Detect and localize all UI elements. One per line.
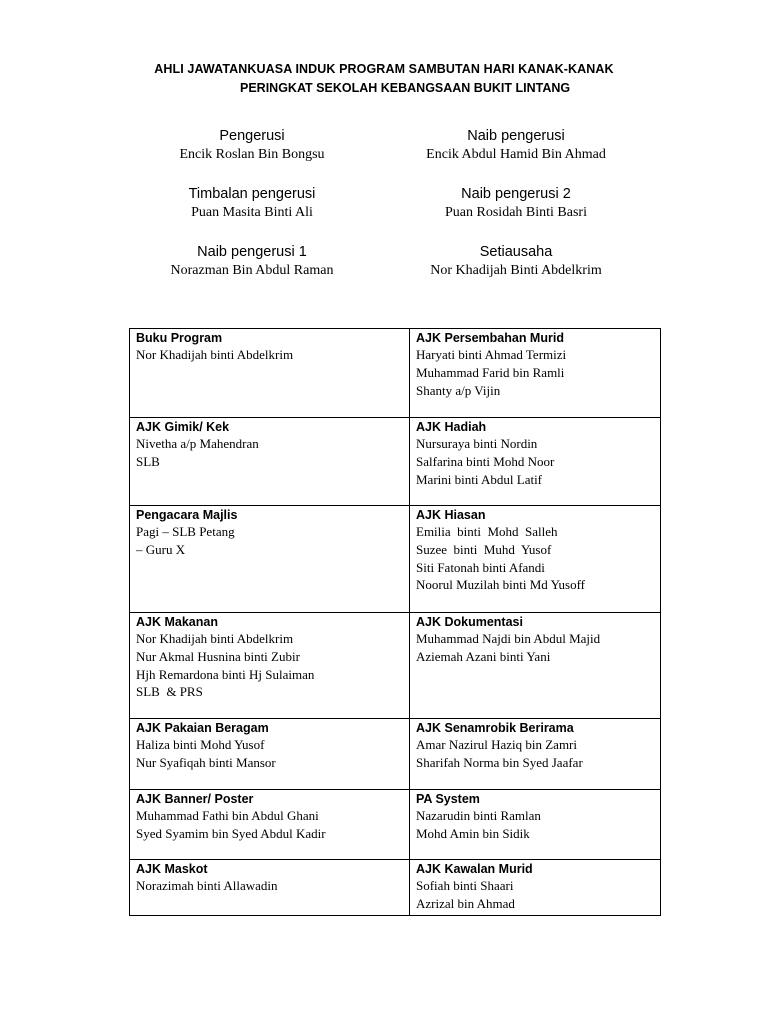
committee-member: Sofiah binti Shaari xyxy=(416,878,514,893)
officer-naib-pengerusi-1 xyxy=(102,242,402,280)
officer-name: Puan Rosidah Binti Basri xyxy=(445,205,587,220)
officer-name: Encik Abdul Hamid Bin Ahmad xyxy=(426,147,606,162)
committee-member: SLB xyxy=(136,453,160,469)
committee-cell xyxy=(130,506,410,613)
committee-member: Noorul Muzilah binti Md Yusoff xyxy=(416,577,585,593)
committee-member: Syed Syamim bin Syed Abdul Kadir xyxy=(136,825,326,841)
committee-cell xyxy=(410,719,661,790)
committee-title: AJK Senamrobik Berirama xyxy=(416,721,574,735)
officer-name: Puan Masita Binti Ali xyxy=(191,205,313,220)
table-row xyxy=(130,790,661,860)
committee-title: AJK Maskot xyxy=(136,862,208,876)
committee-member: Aziemah Azani binti Yani xyxy=(416,648,551,664)
officer-naib-pengerusi-2 xyxy=(366,184,666,222)
officer-role: Naib pengerusi 2 xyxy=(461,186,571,202)
officer-timbalan-pengerusi xyxy=(102,184,402,222)
committee-member: Nur Akmal Husnina binti Zubir xyxy=(136,648,300,664)
officer-role: Naib pengerusi 1 xyxy=(197,244,307,260)
committee-cell xyxy=(130,790,410,860)
committee-member: Hjh Remardona binti Hj Sulaiman xyxy=(136,666,315,682)
officer-name: Encik Roslan Bin Bongsu xyxy=(179,147,325,162)
committee-cell xyxy=(410,790,661,860)
committee-title: AJK Hadiah xyxy=(416,420,487,434)
committee-member: Marini binti Abdul Latif xyxy=(416,471,543,487)
committee-member: Emilia binti Mohd Salleh xyxy=(416,524,558,539)
committee-cell xyxy=(410,506,661,613)
table-row xyxy=(130,329,661,418)
committee-cell xyxy=(410,329,661,418)
committee-title: AJK Pakaian Beragam xyxy=(136,721,269,735)
committee-member: Norazimah binti Allawadin xyxy=(136,878,278,893)
committee-member: Pagi – SLB Petang xyxy=(136,524,235,539)
committee-member: Nazarudin binti Ramlan xyxy=(416,808,541,823)
committee-cell xyxy=(130,613,410,719)
committee-title: AJK Makanan xyxy=(136,615,218,629)
title-line-1: AHLI JAWATANKUASA INDUK PROGRAM SAMBUTAN HARI KANAK-KANAK xyxy=(154,62,614,76)
committee-cell xyxy=(130,719,410,790)
committee-member: SLB & PRS xyxy=(136,684,203,700)
table-row xyxy=(130,613,661,719)
officer-role: Naib pengerusi xyxy=(467,128,565,144)
committee-cell xyxy=(130,860,410,916)
committee-member: Salfarina binti Mohd Noor xyxy=(416,453,555,469)
committee-cell xyxy=(410,860,661,916)
officer-name: Nor Khadijah Binti Abdelkrim xyxy=(430,263,602,278)
officer-naib-pengerusi xyxy=(366,126,666,164)
committee-title: Buku Program xyxy=(136,331,223,345)
committee-title: AJK Hiasan xyxy=(416,508,486,522)
committee-member: Siti Fatonah binti Afandi xyxy=(416,559,545,575)
committee-member: Haliza binti Mohd Yusof xyxy=(136,737,265,752)
committee-member: Mohd Amin bin Sidik xyxy=(416,825,530,841)
committee-member: Suzee binti Muhd Yusof xyxy=(416,541,552,557)
officer-name: Norazman Bin Abdul Raman xyxy=(170,263,334,278)
officer-pengerusi xyxy=(102,126,402,164)
committee-title: Pengacara Majlis xyxy=(136,508,238,522)
officer-role: Setiausaha xyxy=(479,244,553,260)
committee-member: Amar Nazirul Haziq bin Zamri xyxy=(416,737,577,752)
officer-setiausaha xyxy=(366,242,666,280)
committee-title: AJK Persembahan Murid xyxy=(416,331,564,345)
committee-member: Haryati binti Ahmad Termizi xyxy=(416,347,567,362)
committee-member: Sharifah Norma bin Syed Jaafar xyxy=(416,754,583,770)
committee-member: – Guru X xyxy=(136,541,186,557)
committee-title: AJK Banner/ Poster xyxy=(136,792,254,806)
committee-member: Nor Khadijah binti Abdelkrim xyxy=(136,347,294,362)
committee-member: Nursuraya binti Nordin xyxy=(416,436,538,451)
committee-cell xyxy=(410,613,661,719)
committee-cell xyxy=(410,418,661,506)
committee-member: Muhammad Fathi bin Abdul Ghani xyxy=(136,808,319,823)
committee-member: Muhammad Najdi bin Abdul Majid xyxy=(416,631,601,646)
committee-member: Muhammad Farid bin Ramli xyxy=(416,364,565,380)
title-line-2: PERINGKAT SEKOLAH KEBANGSAAN BUKIT LINTANG xyxy=(240,81,571,95)
committee-member: Nur Syafiqah binti Mansor xyxy=(136,754,276,770)
committee-title: AJK Kawalan Murid xyxy=(416,862,533,876)
table-row xyxy=(130,719,661,790)
committee-title: PA System xyxy=(416,792,480,806)
committee-member: Nivetha a/p Mahendran xyxy=(136,436,259,451)
committee-member: Shanty a/p Vijin xyxy=(416,382,501,398)
committee-title: AJK Dokumentasi xyxy=(416,615,523,629)
committee-member: Nor Khadijah binti Abdelkrim xyxy=(136,631,294,646)
table-row xyxy=(130,418,661,506)
officer-role: Pengerusi xyxy=(219,128,285,144)
table-row xyxy=(130,506,661,613)
committee-table xyxy=(129,328,661,916)
committee-cell xyxy=(130,329,410,418)
committee-cell xyxy=(130,418,410,506)
committee-title: AJK Gimik/ Kek xyxy=(136,420,230,434)
officer-role: Timbalan pengerusi xyxy=(188,186,316,202)
committee-member: Azrizal bin Ahmad xyxy=(416,895,515,911)
table-row xyxy=(130,860,661,916)
